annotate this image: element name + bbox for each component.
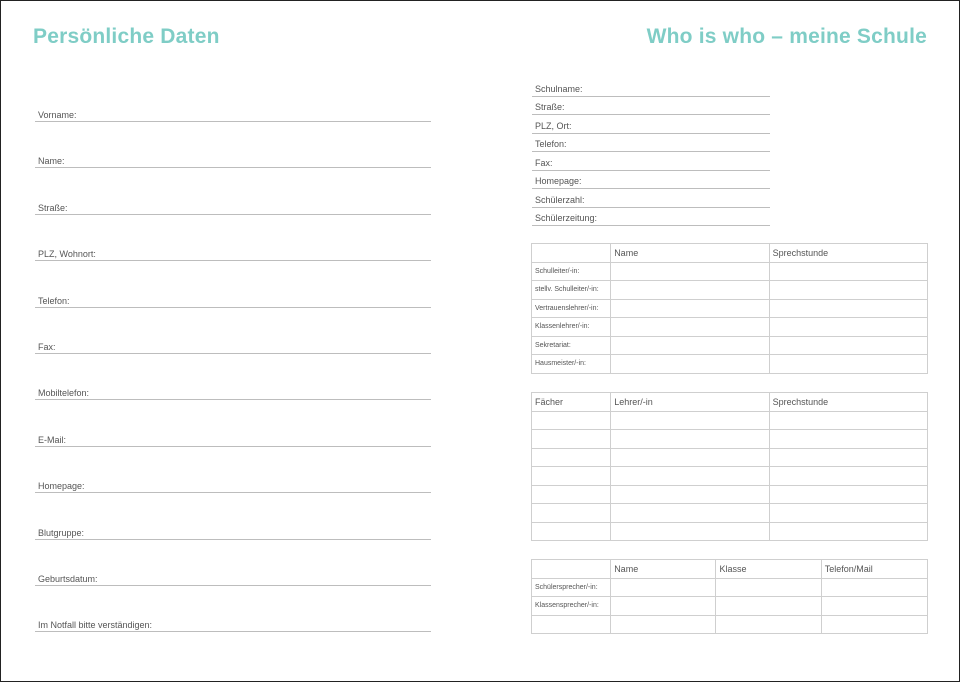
personal-field-line[interactable] [35, 198, 431, 215]
personal-field-line[interactable] [35, 569, 431, 586]
table-entry-cell[interactable] [611, 485, 769, 504]
table-row [532, 336, 928, 355]
school-field-label: Homepage: [535, 176, 582, 186]
staff-role-label: Schulleiter/-in: [532, 262, 611, 281]
table-entry-cell[interactable] [769, 430, 927, 449]
personal-field-label: Telefon: [38, 295, 70, 306]
reps-header-row [532, 560, 928, 579]
school-field-line[interactable] [532, 78, 770, 97]
school-field-line[interactable] [532, 171, 770, 190]
school-field-line[interactable] [532, 189, 770, 208]
table-entry-cell[interactable] [611, 448, 769, 467]
table-entry-cell[interactable] [716, 615, 821, 634]
table-entry-cell[interactable] [611, 504, 769, 523]
table-entry-cell[interactable] [821, 578, 927, 597]
table-entry-cell[interactable] [769, 299, 927, 318]
table-entry-cell[interactable] [821, 615, 927, 634]
table-header-cell: Klasse [716, 560, 821, 579]
table-entry-cell[interactable] [769, 262, 927, 281]
school-info-form [532, 78, 770, 226]
table-entry-cell[interactable] [611, 336, 769, 355]
school-field-label: Fax: [535, 157, 553, 168]
personal-field-line[interactable] [35, 430, 431, 447]
reps-role-label: Klassensprecher/-in: [532, 597, 611, 616]
table-row [532, 467, 928, 486]
staff-header-row [532, 244, 928, 263]
school-field-label: PLZ, Ort: [535, 120, 572, 131]
table-row [532, 299, 928, 318]
table-entry-cell[interactable] [611, 411, 769, 430]
table-entry-cell[interactable] [611, 467, 769, 486]
staff-role-label: Klassenlehrer/-in: [532, 318, 611, 337]
personal-field-label: Homepage: [38, 481, 85, 492]
staff-role-label: Vertrauenslehrer/-in: [532, 299, 611, 318]
table-row [532, 615, 928, 634]
subjects-table [531, 392, 928, 541]
personal-field-label: Geburtsdatum: [38, 573, 98, 584]
table-entry-cell[interactable] [532, 448, 611, 467]
table-header-cell: Telefon/Mail [821, 560, 927, 579]
personal-field-line[interactable] [35, 244, 431, 261]
table-row [532, 430, 928, 449]
table-entry-cell[interactable] [769, 411, 927, 430]
table-entry-cell[interactable] [611, 615, 716, 634]
school-field-label: Telefon: [535, 139, 567, 149]
table-header-cell: Sprechstunde [769, 393, 927, 412]
personal-data-title: Persönliche Daten [33, 25, 220, 48]
table-header-cell: Sprechstunde [769, 244, 927, 263]
table-entry-cell[interactable] [532, 504, 611, 523]
reps-role-label [532, 615, 611, 634]
table-entry-cell[interactable] [716, 597, 821, 616]
personal-field-line[interactable] [35, 291, 431, 308]
table-row [532, 281, 928, 300]
table-row [532, 522, 928, 541]
reps-role-label: Schülersprecher/-in: [532, 578, 611, 597]
representatives-table [531, 559, 928, 634]
table-entry-cell[interactable] [769, 504, 927, 523]
school-title: Who is who – meine Schule [646, 25, 927, 48]
personal-field-line[interactable] [35, 523, 431, 540]
table-entry-cell[interactable] [532, 485, 611, 504]
table-row [532, 355, 928, 374]
personal-field-line[interactable] [35, 151, 431, 168]
table-header-cell [532, 560, 611, 579]
personal-field-label: Im Notfall bitte verständigen: [38, 620, 153, 631]
table-entry-cell[interactable] [769, 485, 927, 504]
personal-field-line[interactable] [35, 337, 431, 354]
personal-field-label: E-Mail: [38, 434, 67, 445]
table-entry-cell[interactable] [769, 355, 927, 374]
table-row [532, 448, 928, 467]
school-field-line[interactable] [532, 97, 770, 116]
personal-field-label: PLZ, Wohnort: [38, 249, 96, 260]
personal-field-label: Name: [38, 156, 65, 167]
table-header-cell: Fächer [532, 393, 611, 412]
table-entry-cell[interactable] [532, 430, 611, 449]
staff-table [531, 243, 928, 374]
table-entry-cell[interactable] [611, 578, 716, 597]
personal-field-label: Fax: [38, 341, 56, 352]
table-header-cell: Name [611, 560, 716, 579]
table-entry-cell[interactable] [611, 318, 769, 337]
table-entry-cell[interactable] [769, 336, 927, 355]
school-field-line[interactable] [532, 208, 770, 227]
school-field-line[interactable] [532, 115, 770, 134]
table-row [532, 504, 928, 523]
personal-field-line[interactable] [35, 383, 431, 400]
table-entry-cell[interactable] [716, 578, 821, 597]
table-entry-cell[interactable] [611, 430, 769, 449]
table-entry-cell[interactable] [611, 281, 769, 300]
table-entry-cell[interactable] [769, 281, 927, 300]
table-entry-cell[interactable] [611, 262, 769, 281]
table-row [532, 318, 928, 337]
table-entry-cell[interactable] [611, 355, 769, 374]
personal-field-line[interactable] [35, 105, 431, 122]
school-field-label: Schulname: [535, 83, 583, 94]
personal-field-label: Blutgruppe: [38, 527, 85, 538]
table-entry-cell[interactable] [769, 318, 927, 337]
table-header-cell [532, 244, 611, 263]
personal-field-label: Vorname: [38, 110, 77, 120]
staff-role-label: Hausmeister/-in: [532, 355, 611, 374]
table-entry-cell[interactable] [769, 522, 927, 541]
personal-data-form [35, 105, 431, 662]
personal-field-line[interactable] [35, 476, 431, 493]
table-entry-cell[interactable] [611, 522, 769, 541]
school-field-line[interactable] [532, 134, 770, 153]
personal-field-line[interactable] [35, 615, 431, 632]
table-row [532, 262, 928, 281]
school-field-label: Schülerzeitung: [535, 213, 598, 223]
table-entry-cell[interactable] [769, 448, 927, 467]
table-header-cell: Lehrer/-in [611, 393, 769, 412]
table-row [532, 578, 928, 597]
personal-field-label: Mobiltelefon: [38, 388, 90, 399]
table-entry-cell[interactable] [611, 299, 769, 318]
subjects-header-row [532, 393, 928, 412]
table-entry-cell[interactable] [769, 467, 927, 486]
table-row [532, 597, 928, 616]
table-entry-cell[interactable] [532, 522, 611, 541]
staff-role-label: stellv. Schulleiter/-in: [532, 281, 611, 300]
school-field-label: Schülerzahl: [535, 194, 585, 205]
table-entry-cell[interactable] [611, 597, 716, 616]
school-field-label: Straße: [535, 102, 565, 112]
school-field-line[interactable] [532, 152, 770, 171]
table-entry-cell[interactable] [532, 467, 611, 486]
table-header-cell: Name [611, 244, 769, 263]
personal-field-label: Straße: [38, 202, 68, 213]
table-entry-cell[interactable] [532, 411, 611, 430]
table-row [532, 485, 928, 504]
table-row [532, 411, 928, 430]
staff-role-label: Sekretariat: [532, 336, 611, 355]
table-entry-cell[interactable] [821, 597, 927, 616]
